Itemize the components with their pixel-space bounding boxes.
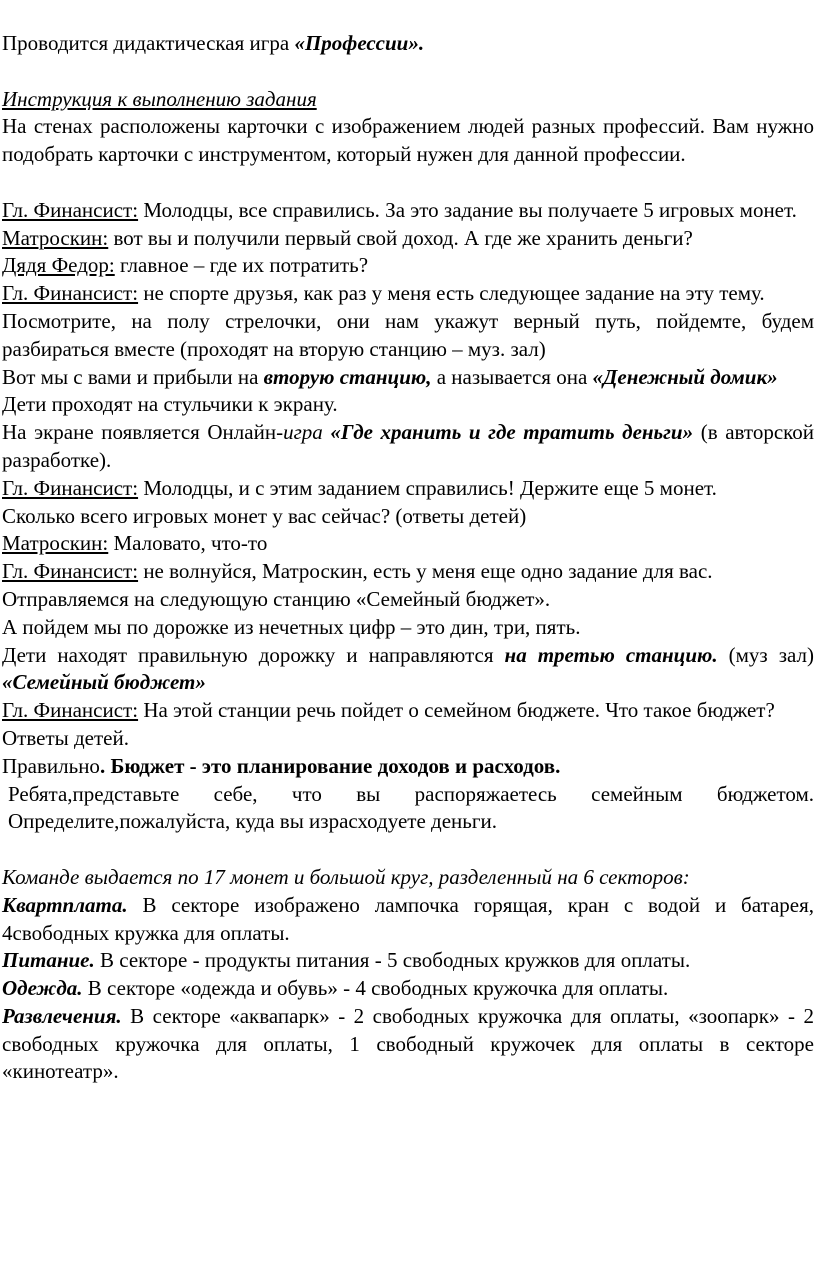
text: не волнуйся, Матроскин, есть у меня еще одно задание для вас. (138, 559, 713, 584)
speaker-label: Гл. Финансист: (2, 698, 139, 723)
blank-line (2, 169, 814, 197)
blank-line (2, 836, 814, 864)
text: Отправляемся на следующую станцию «Семейный бюджет». (2, 586, 551, 611)
game-title: «Где хранить и где тратить деньги» (330, 420, 694, 445)
paragraph (2, 308, 814, 364)
text: Дети находят правильную дорожку и направляются (2, 642, 505, 667)
sector-title: Питание. (2, 948, 95, 973)
instruction-heading (2, 86, 814, 114)
dialogue-line (2, 697, 814, 725)
paragraph (2, 642, 814, 698)
sector-item (2, 1003, 814, 1086)
text: Вот мы с вами и прибыли на (2, 364, 264, 389)
text: В секторе - продукты питания - 5 свободных кружков для оплаты. (94, 948, 691, 973)
text: Команде выдается по 17 монет и большой круг, разделенный на 6 секторов: (2, 864, 690, 889)
sector-title: Развлечения. (2, 1003, 122, 1028)
text: Инструкция к выполнению задания (2, 86, 317, 111)
text: Правильно (2, 753, 100, 778)
text: а называется она (431, 364, 593, 389)
text: главное – где их потратить? (114, 253, 369, 278)
speaker-label: Дядя Федор: (2, 253, 115, 278)
text: (в авторской разработке). (2, 420, 815, 472)
text: Молодцы, и с этим заданием справились! Держите еще 5 монет. (138, 475, 717, 500)
paragraph (2, 503, 814, 531)
text: не спорте друзья, как раз у меня есть следующее задание на эту тему. (138, 281, 765, 306)
text: В секторе изображено лампочка горящая, кран с водой и батарея, 4свободных кружка для оплаты. (2, 892, 814, 945)
text: Молодцы, все справились. За это задание вы получаете 5 игровых монет. (138, 197, 797, 222)
paragraph (2, 614, 814, 642)
paragraph (2, 419, 814, 475)
dialogue-line (2, 530, 814, 558)
speaker-label: Гл. Финансист: (2, 197, 139, 222)
dialogue-line (2, 197, 814, 225)
paragraph (2, 781, 814, 837)
game-title: «Профессии». (294, 31, 425, 55)
sector-item (2, 975, 814, 1003)
text: Маловато, что-то (108, 531, 268, 556)
text: Сколько всего игровых монет у вас сейчас? (ответы детей) (2, 503, 527, 528)
text: вот вы и получили первый свой доход. А где же хранить деньги? (108, 225, 693, 250)
sector-item (2, 892, 814, 948)
text: На стенах расположены карточки с изображением людей разных профессий. Вам нужно подобрать карточки с инструментом, который нужен для данной профессии. (2, 114, 814, 167)
text: На этой станции речь пойдет о семейном бюджете. Что такое бюджет? (138, 698, 775, 723)
paragraph (2, 586, 814, 614)
emphasis: игра (283, 420, 323, 445)
dialogue-line (2, 225, 814, 253)
paragraph-intro (2, 30, 814, 58)
text: Посмотрите, на полу стрелочки, они нам укажут верный путь, пойдемте, будем разбираться вместе (проходят на вторую станцию – муз. зал) (2, 308, 814, 361)
text: (муз зал) (717, 642, 814, 667)
paragraph (2, 364, 814, 392)
dialogue-line (2, 558, 814, 586)
speaker-label: Матроскин: (2, 225, 109, 250)
sector-title: Одежда. (2, 976, 83, 1001)
paragraph-instruction (2, 113, 814, 169)
text: В секторе «аквапарк» - 2 свободных кружочка для оплаты, «зоопарк» - 2 свободных кружочка для оплаты, 1 свободный кружочек для оплаты в секторе «кинотеатр». (2, 1003, 814, 1084)
speaker-label: Гл. Финансист: (2, 281, 139, 306)
text: На экране появляется Онлайн- (2, 420, 284, 445)
text: А пойдем мы по дорожке из нечетных цифр – это дин, три, пять. (2, 614, 581, 639)
dialogue-line (2, 475, 814, 503)
emphasis: вторую станцию, (263, 364, 432, 389)
dialogue-line (2, 280, 814, 308)
paragraph-task (2, 864, 814, 892)
station-name: «Семейный бюджет» (2, 670, 206, 695)
text: Проводится дидактическая игра (2, 31, 295, 55)
speaker-label: Гл. Финансист: (2, 559, 139, 584)
sector-title: Квартплата. (2, 892, 128, 917)
paragraph (2, 753, 814, 781)
station-name: «Денежный домик» (592, 364, 778, 389)
speaker-label: Матроскин: (2, 531, 109, 556)
text: В секторе «одежда и обувь» - 4 свободных кружочка для оплаты. (82, 976, 669, 1001)
blank-line (2, 58, 814, 86)
dialogue-line (2, 252, 814, 280)
paragraph (2, 725, 814, 753)
sector-item (2, 947, 814, 975)
text: Дети проходят на стульчики к экрану. (2, 392, 338, 417)
text: Ребята,представьте себе, что вы распоряжаетесь семейным бюджетом. Определите,пожалуйста, куда вы израсходуете деньги. (8, 781, 814, 834)
emphasis: на третью станцию. (504, 642, 718, 667)
text: Ответы детей. (2, 725, 129, 750)
definition: . Бюджет - это планирование доходов и расходов. (99, 753, 561, 778)
speaker-label: Гл. Финансист: (2, 475, 139, 500)
paragraph (2, 391, 814, 419)
